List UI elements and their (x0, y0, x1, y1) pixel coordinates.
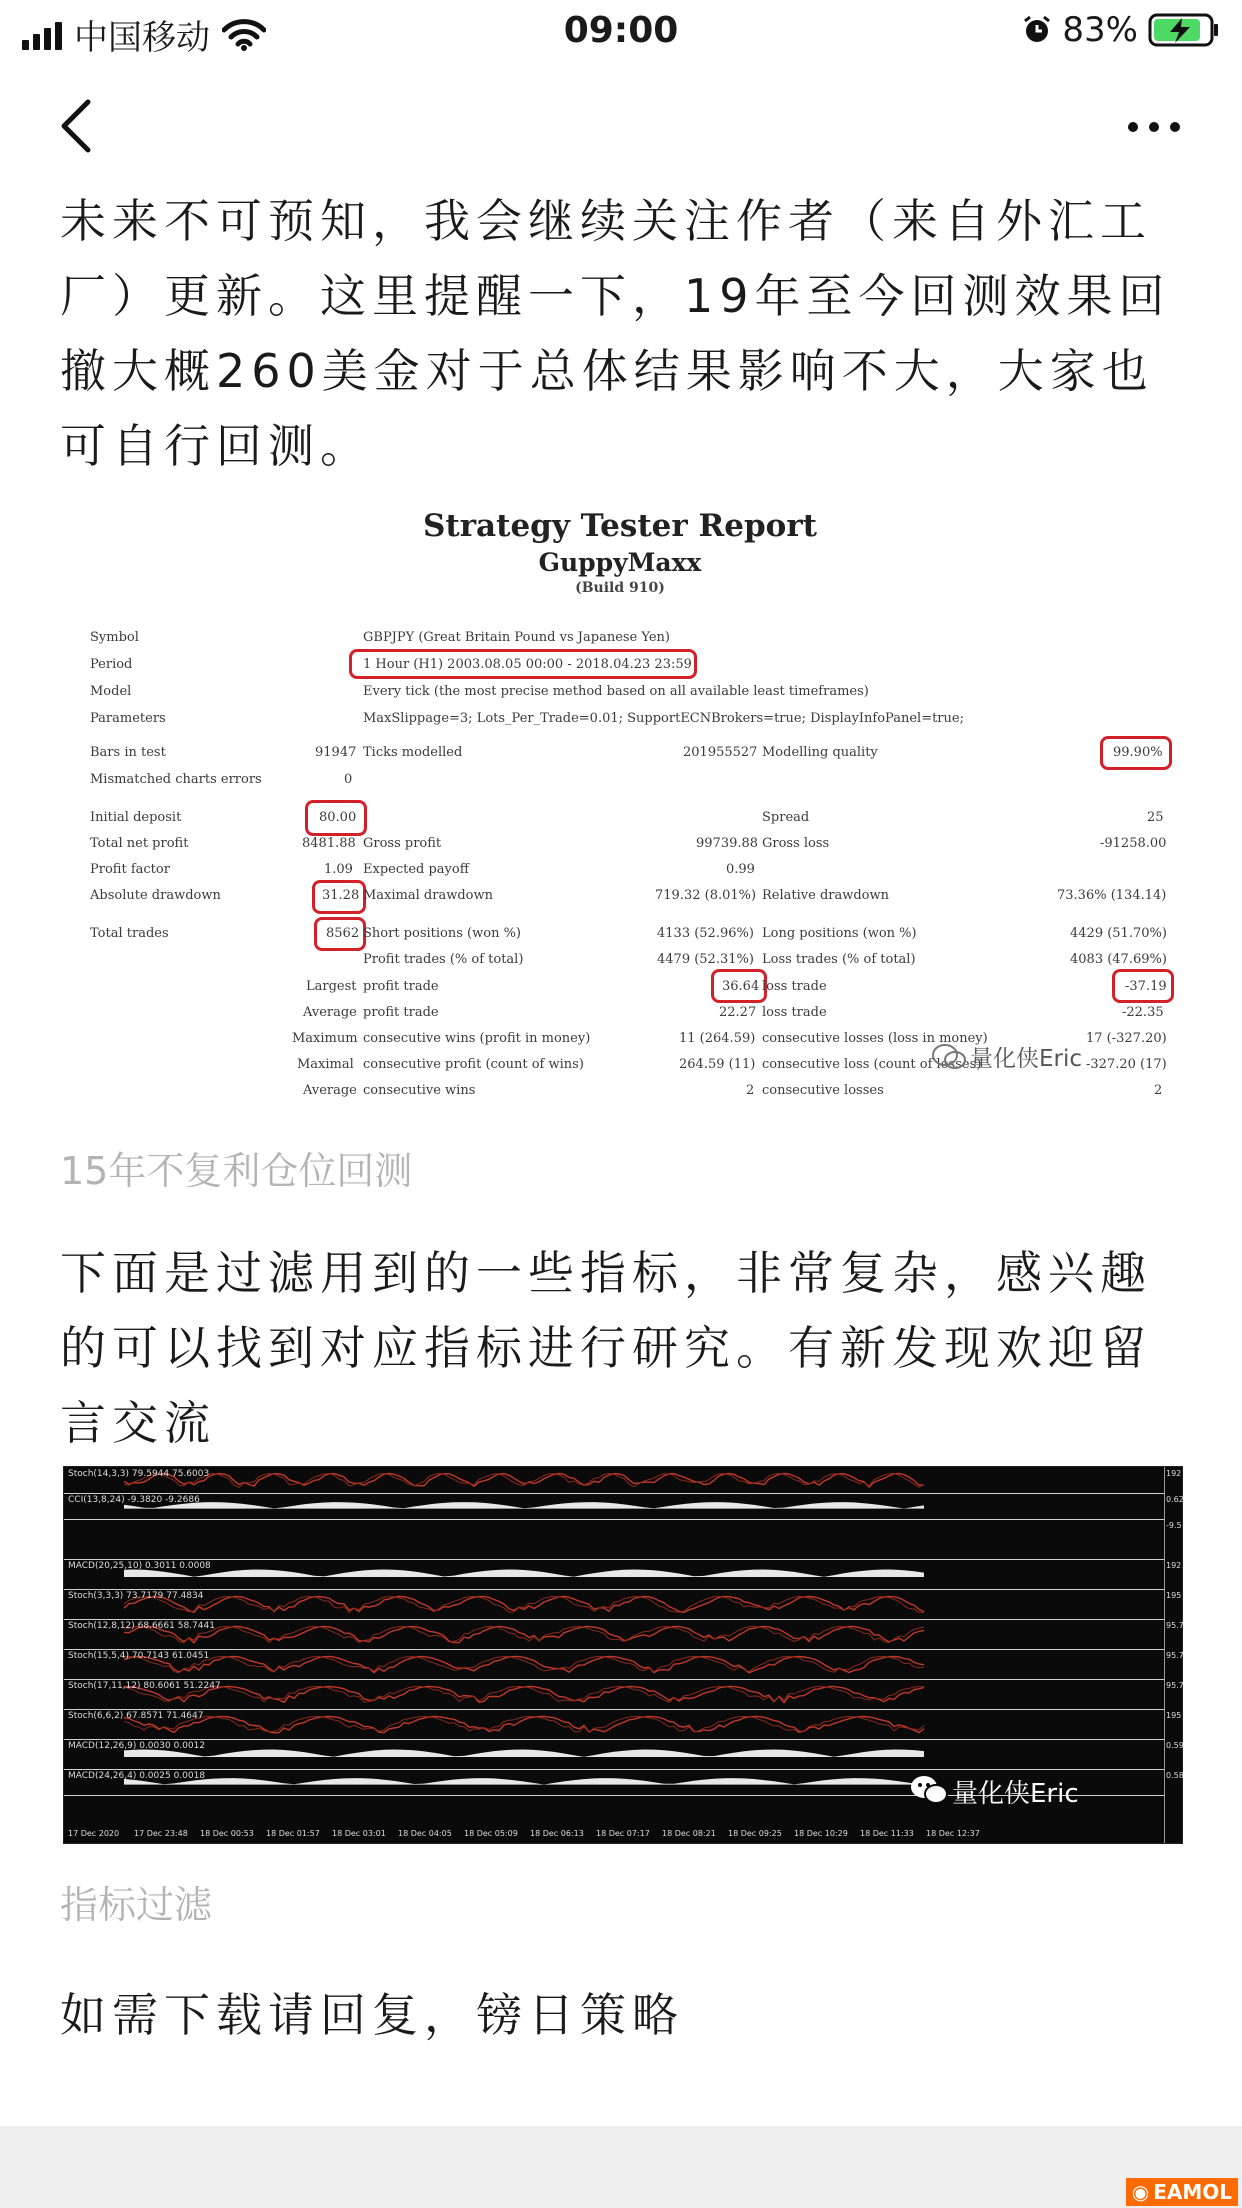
report-label: Spread (762, 810, 810, 825)
indicator-label: MACD(20,25,10) 0.3011 0.0008 (68, 1561, 211, 1571)
report-label: Modelling quality (762, 745, 878, 760)
scale-tick-label: 195 (1166, 1711, 1182, 1720)
report-label: Average (303, 1005, 357, 1020)
report-value: 2 (1154, 1083, 1163, 1098)
report-value: -91258.00 (1100, 836, 1167, 851)
scale-tick-label: 0.62 (1166, 1495, 1184, 1504)
indicator-pane (64, 1739, 1164, 1770)
report-label: Mismatched charts errors (90, 772, 262, 787)
report-label: consecutive profit (count of wins) (363, 1057, 584, 1072)
carrier-name: 中国移动 (74, 18, 210, 58)
report-label: profit trade (363, 1005, 439, 1020)
indicator-pane (64, 1589, 1164, 1620)
report-label: Absolute drawdown (90, 888, 221, 903)
time-tick-label: 18 Dec 06:13 (530, 1829, 584, 1838)
scale-tick-label: -9.5 (1166, 1521, 1182, 1530)
report-value: 80.00 (319, 810, 357, 825)
indicator-line (64, 1709, 1164, 1739)
highlight-circle (1112, 969, 1174, 1003)
report-value: MaxSlippage=3; Lots_Per_Trade=0.01; SupportECNBrokers=true; DisplayInfoPanel=true; (363, 711, 964, 726)
image-caption: 指标过滤 (60, 1883, 213, 1927)
indicator-line (64, 1589, 1164, 1619)
indicator-pane (64, 1649, 1164, 1680)
indicator-line (64, 1649, 1164, 1679)
report-label: Initial deposit (90, 810, 182, 825)
report-value: Every tick (the most precise method based on all available least timeframes) (363, 684, 869, 699)
time-tick-label: 17 Dec 23:48 (134, 1829, 188, 1838)
report-label: Gross loss (762, 836, 830, 851)
report-value: 1 Hour (H1) 2003.08.05 00:00 - 2018.04.23 23:59 (363, 657, 692, 672)
eamol-label: EAMOL (1153, 2180, 1232, 2204)
scale-tick-label: 0.59 (1166, 1741, 1184, 1750)
indicator-line (64, 1467, 1164, 1493)
status-right (1022, 10, 1220, 50)
report-value: -37.19 (1125, 979, 1167, 994)
report-value: 25 (1147, 810, 1164, 825)
scale-tick-label: 0.58 (1166, 1771, 1184, 1780)
report-label: Maximal drawdown (363, 888, 493, 903)
strategy-report-image (60, 500, 1180, 1100)
report-value: 2 (746, 1083, 755, 1098)
report-label: Model (90, 684, 132, 699)
report-value: 73.36% (134.14) (1057, 888, 1167, 903)
report-value: 4479 (52.31%) (657, 952, 754, 967)
indicator-line (64, 1559, 1164, 1589)
time-tick-label: 18 Dec 00:53 (200, 1829, 254, 1838)
report-value: 99.90% (1113, 745, 1163, 760)
report-value: 8562 (326, 926, 360, 941)
report-label: Maximum (292, 1031, 358, 1046)
report-value: 91947 (315, 745, 357, 760)
report-label: consecutive wins (profit in money) (363, 1031, 591, 1046)
report-label: Period (90, 657, 133, 672)
bottom-bar (0, 2126, 1242, 2208)
report-value: 719.32 (8.01%) (655, 888, 757, 903)
report-label: Long positions (won %) (762, 926, 917, 941)
report-label: Parameters (90, 711, 166, 726)
battery-percentage: 83% (1062, 10, 1138, 50)
report-label: Total trades (90, 926, 169, 941)
status-bar (0, 0, 1242, 64)
price-scale (1164, 1467, 1183, 1843)
article-paragraph: 未来不可预知，我会继续关注作者（来自外汇工厂）更新。这里提醒一下，19年至今回测效果回撤大概260美金对于总体结果影响不大，大家也可自行回测。 (60, 194, 1171, 473)
report-value: -327.20 (17) (1086, 1057, 1167, 1072)
indicator-label: MACD(24,26,4) 0.0025 0.0018 (68, 1771, 206, 1781)
indicator-pane (64, 1679, 1164, 1710)
report-label: Maximal (297, 1057, 354, 1072)
report-label: profit trade (363, 979, 439, 994)
highlight-circle (314, 917, 366, 951)
report-value: 31.28 (322, 888, 360, 903)
report-subtitle: GuppyMaxx (538, 548, 702, 577)
indicator-line (64, 1619, 1164, 1649)
indicator-label: Stoch(14,3,3) 79.5944 75.6003 (68, 1469, 210, 1479)
time-tick-label: 18 Dec 03:01 (332, 1829, 386, 1838)
highlight-circle (1100, 736, 1172, 770)
eamol-logo-icon: ◉ (1131, 2180, 1150, 2204)
time-tick-label: 18 Dec 04:05 (398, 1829, 452, 1838)
back-arrow-icon[interactable] (56, 98, 96, 154)
report-value: 4133 (52.96%) (657, 926, 754, 941)
report-value: GBPJPY (Great Britain Pound vs Japanese Yen) (363, 630, 670, 645)
report-value: 11 (264.59) (679, 1031, 756, 1046)
scale-tick-label: 95.7 (1166, 1621, 1184, 1630)
indicator-label: Stoch(12,8,12) 68.6661 58.7441 (68, 1621, 215, 1631)
time-tick-label: 18 Dec 01:57 (266, 1829, 320, 1838)
time-tick-label: 17 Dec 2020 (68, 1829, 120, 1838)
report-value: 4429 (51.70%) (1070, 926, 1167, 941)
watermark-text: 量化侠Eric (952, 1779, 1079, 1809)
report-value: 201955527 (683, 745, 758, 760)
time-tick-label: 18 Dec 05:09 (464, 1829, 518, 1838)
report-label: Bars in test (90, 745, 166, 760)
report-label: Symbol (90, 630, 139, 645)
time-tick-label: 18 Dec 12:37 (926, 1829, 980, 1838)
time-tick-label: 18 Dec 09:25 (728, 1829, 782, 1838)
wechat-icon (910, 1774, 948, 1806)
indicator-pane (64, 1467, 1164, 1494)
report-value: 264.59 (11) (679, 1057, 756, 1072)
article-paragraph: 如需下载请回复，镑日策略 (60, 1988, 684, 2042)
indicator-label: MACD(12,26,9) 0.0030 0.0012 (68, 1741, 206, 1751)
indicator-line (64, 1679, 1164, 1709)
indicator-label: Stoch(15,5,4) 70.7143 61.0451 (68, 1651, 210, 1661)
report-label: Gross profit (363, 836, 442, 851)
report-label: loss trade (762, 979, 827, 994)
indicator-line (64, 1739, 1164, 1769)
report-value: 36.64 (722, 979, 760, 994)
scale-tick-label: 95.7 (1166, 1651, 1184, 1660)
time-tick-label: 18 Dec 08:21 (662, 1829, 716, 1838)
report-value: 0.99 (726, 862, 755, 877)
report-label: Expected payoff (363, 862, 469, 877)
report-label: consecutive losses (762, 1083, 884, 1098)
report-value: 4083 (47.69%) (1070, 952, 1167, 967)
indicator-pane (64, 1559, 1164, 1590)
highlight-circle (312, 880, 366, 914)
report-value: 99739.88 (696, 836, 759, 851)
report-label: consecutive wins (363, 1083, 476, 1098)
nav-bar (0, 70, 1242, 180)
indicator-pane (64, 1519, 1164, 1560)
report-label: Loss trades (% of total) (762, 952, 916, 967)
indicator-label: Stoch(3,3,3) 73.7179 77.4834 (68, 1591, 204, 1601)
report-label: Total net profit (90, 836, 189, 851)
highlight-circle (305, 800, 367, 836)
status-time: 09:00 (563, 10, 679, 51)
scale-tick-label: 192 (1166, 1561, 1182, 1570)
report-label: consecutive loss (count of losses) (762, 1057, 982, 1072)
report-label: Ticks modelled (363, 745, 463, 760)
report-label: Average (303, 1083, 357, 1098)
report-value: 17 (-327.20) (1086, 1031, 1167, 1046)
scale-tick-label: 95.7 (1166, 1681, 1184, 1690)
report-value: -22.35 (1122, 1005, 1164, 1020)
indicator-pane (64, 1709, 1164, 1740)
report-label: consecutive losses (loss in money) (762, 1031, 988, 1046)
image-caption: 15年不复利仓位回测 (60, 1149, 413, 1193)
time-axis (64, 1825, 1164, 1843)
report-build: (Build 910) (575, 580, 665, 596)
indicator-line (64, 1519, 1164, 1559)
watermark-text: 量化侠Eric (970, 1046, 1083, 1072)
indicator-line (64, 1493, 1164, 1519)
indicator-pane (64, 1493, 1164, 1520)
indicator-label: Stoch(17,11,12) 80.6061 51.2247 (68, 1681, 221, 1691)
time-tick-label: 18 Dec 11:33 (860, 1829, 914, 1838)
report-title: Strategy Tester Report (423, 508, 817, 544)
report-label: Profit trades (% of total) (363, 952, 524, 967)
wechat-icon (932, 1043, 966, 1071)
report-value: 8481.88 (302, 836, 356, 851)
scale-tick-label: 192 (1166, 1469, 1182, 1478)
eamol-badge (1126, 2178, 1238, 2206)
highlight-circle (349, 649, 697, 679)
report-value: 1.09 (324, 862, 353, 877)
report-value: 0 (344, 772, 353, 787)
report-label: Profit factor (90, 862, 170, 877)
article-paragraph: 下面是过滤用到的一些指标，非常复杂，感兴趣的可以找到对应指标进行研究。有新发现欢迎留言交流 (60, 1246, 1152, 1450)
indicator-pane (64, 1619, 1164, 1650)
time-tick-label: 18 Dec 10:29 (794, 1829, 848, 1838)
indicator-label: CCI(13,8,24) -9.3820 -9.2686 (68, 1495, 200, 1505)
battery-charging-icon (1148, 13, 1220, 47)
report-label: Short positions (won %) (363, 926, 521, 941)
report-label: Relative drawdown (762, 888, 890, 903)
report-label: loss trade (762, 1005, 827, 1020)
indicator-label: Stoch(6,6,2) 67.8571 71.4647 (68, 1711, 204, 1721)
report-value: 22.27 (719, 1005, 757, 1020)
highlight-circle (711, 969, 767, 1003)
more-options-icon[interactable] (1126, 120, 1182, 134)
alarm-icon (1022, 15, 1052, 45)
report-label: Largest (306, 979, 357, 994)
time-tick-label: 18 Dec 07:17 (596, 1829, 650, 1838)
scale-tick-label: 195 (1166, 1591, 1182, 1600)
